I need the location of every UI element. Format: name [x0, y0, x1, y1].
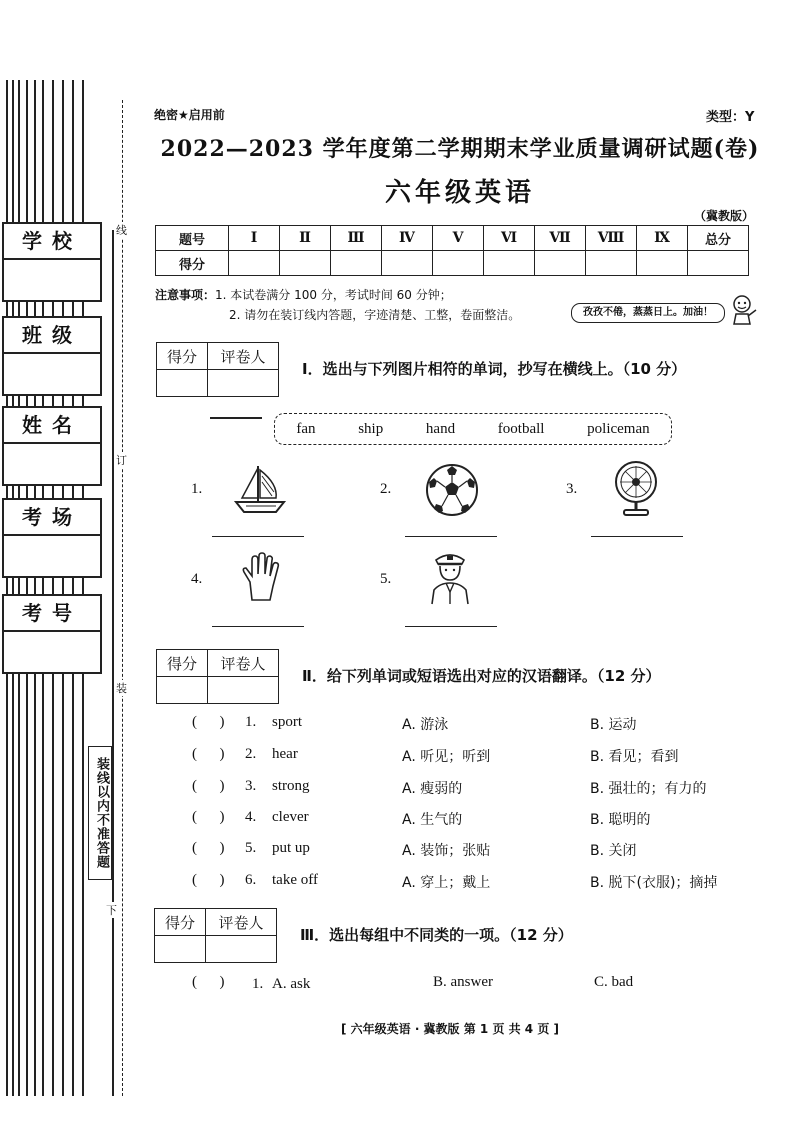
option-a: A. ask — [272, 976, 311, 992]
answer-line[interactable] — [212, 626, 304, 627]
word-bank-item: football — [497, 420, 545, 437]
type-label: 类型：Y — [706, 110, 755, 125]
grade-marker-label: 评卷人 — [206, 909, 277, 936]
question-word: put up — [272, 840, 310, 856]
exam-room-field[interactable] — [2, 498, 102, 578]
question-word: hear — [272, 746, 298, 762]
margin-line — [112, 230, 114, 1096]
score-col: Ⅴ — [433, 226, 484, 251]
picture-number: 4. — [191, 571, 203, 587]
divider — [210, 417, 262, 419]
fan-icon — [612, 460, 660, 518]
grade-score-label: 得分 — [157, 650, 208, 677]
motto-badge: 孜孜不倦，蒸蒸日上。加油！ — [571, 303, 725, 323]
edition-label: （冀教版） — [694, 209, 755, 223]
answer-bracket[interactable]: ( ) — [192, 714, 225, 730]
option-b: B. 脱下(衣服)；摘掉 — [590, 875, 718, 891]
score-col: Ⅶ — [535, 226, 586, 251]
name-field[interactable] — [2, 406, 102, 486]
score-cell[interactable] — [382, 251, 433, 276]
question-word: take off — [272, 872, 318, 888]
grade-score-label: 得分 — [155, 909, 206, 936]
no-answer-notice: 装线以内不准答题 — [88, 746, 112, 880]
grade-score-cell[interactable] — [155, 936, 206, 963]
score-row-header: 得分 — [156, 251, 229, 276]
picture-number: 5. — [380, 571, 392, 587]
cut-mark-down: 下 — [106, 904, 117, 917]
grade-score-label: 得分 — [157, 343, 208, 370]
class-field[interactable] — [2, 316, 102, 396]
cut-line — [122, 100, 123, 1096]
answer-line[interactable] — [405, 626, 497, 627]
school-field[interactable] — [2, 222, 102, 302]
picture-number: 1. — [191, 481, 203, 497]
score-col: Ⅲ — [331, 226, 382, 251]
option-b: B. 运动 — [590, 717, 637, 733]
answer-bracket[interactable]: ( ) — [192, 840, 225, 856]
score-col: Ⅵ — [484, 226, 535, 251]
question-number: 4. — [245, 809, 257, 825]
exam-subtitle: 六年级英语 — [384, 178, 535, 208]
hand-icon — [240, 552, 280, 604]
score-cell[interactable] — [535, 251, 586, 276]
question-number: 1. — [252, 976, 264, 992]
grade-marker-label: 评卷人 — [208, 650, 279, 677]
answer-bracket[interactable]: ( ) — [192, 872, 225, 888]
picture-number: 3. — [566, 481, 578, 497]
class-label: 班级 — [4, 318, 100, 354]
question-number: 6. — [245, 872, 257, 888]
question-word: clever — [272, 809, 309, 825]
score-cell[interactable] — [229, 251, 280, 276]
option-a: A. 听见；听到 — [402, 749, 491, 765]
secret-label: 绝密★启用前 — [154, 108, 225, 122]
grade-marker-cell[interactable] — [208, 370, 279, 397]
option-a: A. 瘦弱的 — [402, 781, 463, 797]
total-header: 总分 — [688, 226, 749, 251]
page-footer: [ 六年级英语 · 冀教版 第 1 页 共 4 页 ] — [340, 1022, 559, 1036]
total-cell[interactable] — [688, 251, 749, 276]
option-a: A. 穿上；戴上 — [402, 875, 491, 891]
option-b: B. 看见；看到 — [590, 749, 679, 765]
option-b: B. 强壮的；有力的 — [590, 781, 707, 797]
question-number: 1. — [245, 714, 257, 730]
cut-mark-install: 装 — [116, 682, 127, 695]
score-cell[interactable] — [433, 251, 484, 276]
question-number-header: 题号 — [156, 226, 229, 251]
question-number: 3. — [245, 778, 257, 794]
grade-box-3 — [154, 908, 277, 963]
exam-number-field[interactable] — [2, 594, 102, 674]
word-bank-item: policeman — [587, 420, 650, 437]
answer-bracket[interactable]: ( ) — [192, 974, 225, 990]
word-bank — [274, 413, 672, 445]
cut-mark-line: 线 — [116, 224, 127, 237]
grade-score-cell[interactable] — [157, 677, 208, 704]
mascot-icon — [728, 294, 758, 328]
option-b: B. 关闭 — [590, 843, 637, 859]
option-c: C. bad — [594, 974, 634, 990]
question-row — [192, 974, 225, 991]
name-label: 姓名 — [4, 408, 100, 444]
school-label: 学校 — [4, 224, 100, 260]
note-2: 2. 请勿在装订线内答题，字迹清楚、工整，卷面整洁。 — [229, 308, 521, 322]
football-icon — [424, 462, 480, 518]
grade-marker-cell[interactable] — [206, 936, 277, 963]
grade-marker-label: 评卷人 — [208, 343, 279, 370]
score-col: Ⅱ — [280, 226, 331, 251]
option-a: A. 游泳 — [402, 717, 449, 733]
answer-line[interactable] — [212, 536, 304, 537]
option-b: B. 聪明的 — [590, 812, 651, 828]
score-cell[interactable] — [637, 251, 688, 276]
score-cell[interactable] — [484, 251, 535, 276]
grade-box-1 — [156, 342, 279, 397]
score-col: Ⅸ — [637, 226, 688, 251]
score-cell[interactable] — [280, 251, 331, 276]
policeman-icon — [428, 550, 472, 606]
section-3-title: Ⅲ．选出每组中不同类的一项。（12 分） — [300, 926, 573, 944]
notes-label: 注意事项： — [155, 288, 216, 302]
picture-number: 2. — [380, 481, 392, 497]
score-cell[interactable] — [586, 251, 637, 276]
sailboat-icon — [232, 462, 288, 514]
score-cell[interactable] — [331, 251, 382, 276]
answer-line[interactable] — [591, 536, 683, 537]
exam-room-label: 考场 — [4, 500, 100, 536]
grade-score-cell[interactable] — [157, 370, 208, 397]
answer-bracket[interactable]: ( ) — [192, 778, 225, 794]
note-1: 1. 本试卷满分 100 分，考试时间 60 分钟； — [215, 288, 452, 302]
answer-bracket[interactable]: ( ) — [192, 746, 225, 762]
exam-title: 2022—2023 学年度第二学期期末学业质量调研试题(卷) — [160, 136, 760, 162]
grade-marker-cell[interactable] — [208, 677, 279, 704]
word-bank-item: hand — [425, 420, 456, 437]
section-2-title: Ⅱ．给下列单词或短语选出对应的汉语翻译。（12 分） — [302, 667, 661, 685]
question-word: strong — [272, 778, 310, 794]
score-table — [155, 225, 749, 276]
cut-mark-bind: 订 — [116, 454, 127, 467]
word-bank-item: ship — [358, 420, 384, 437]
score-col: Ⅷ — [586, 226, 637, 251]
option-a: A. 生气的 — [402, 812, 463, 828]
option-b: B. answer — [433, 974, 493, 990]
answer-bracket[interactable]: ( ) — [192, 809, 225, 825]
notes — [155, 285, 520, 325]
section-1-title: Ⅰ．选出与下列图片相符的单词，抄写在横线上。（10 分） — [302, 360, 687, 378]
answer-line[interactable] — [405, 536, 497, 537]
score-col: Ⅰ — [229, 226, 280, 251]
grade-box-2 — [156, 649, 279, 704]
exam-number-label: 考号 — [4, 596, 100, 632]
question-word: sport — [272, 714, 302, 730]
question-number: 2. — [245, 746, 257, 762]
option-a: A. 装饰；张贴 — [402, 843, 491, 859]
question-number: 5. — [245, 840, 257, 856]
word-bank-item: fan — [296, 420, 316, 437]
score-col: Ⅳ — [382, 226, 433, 251]
